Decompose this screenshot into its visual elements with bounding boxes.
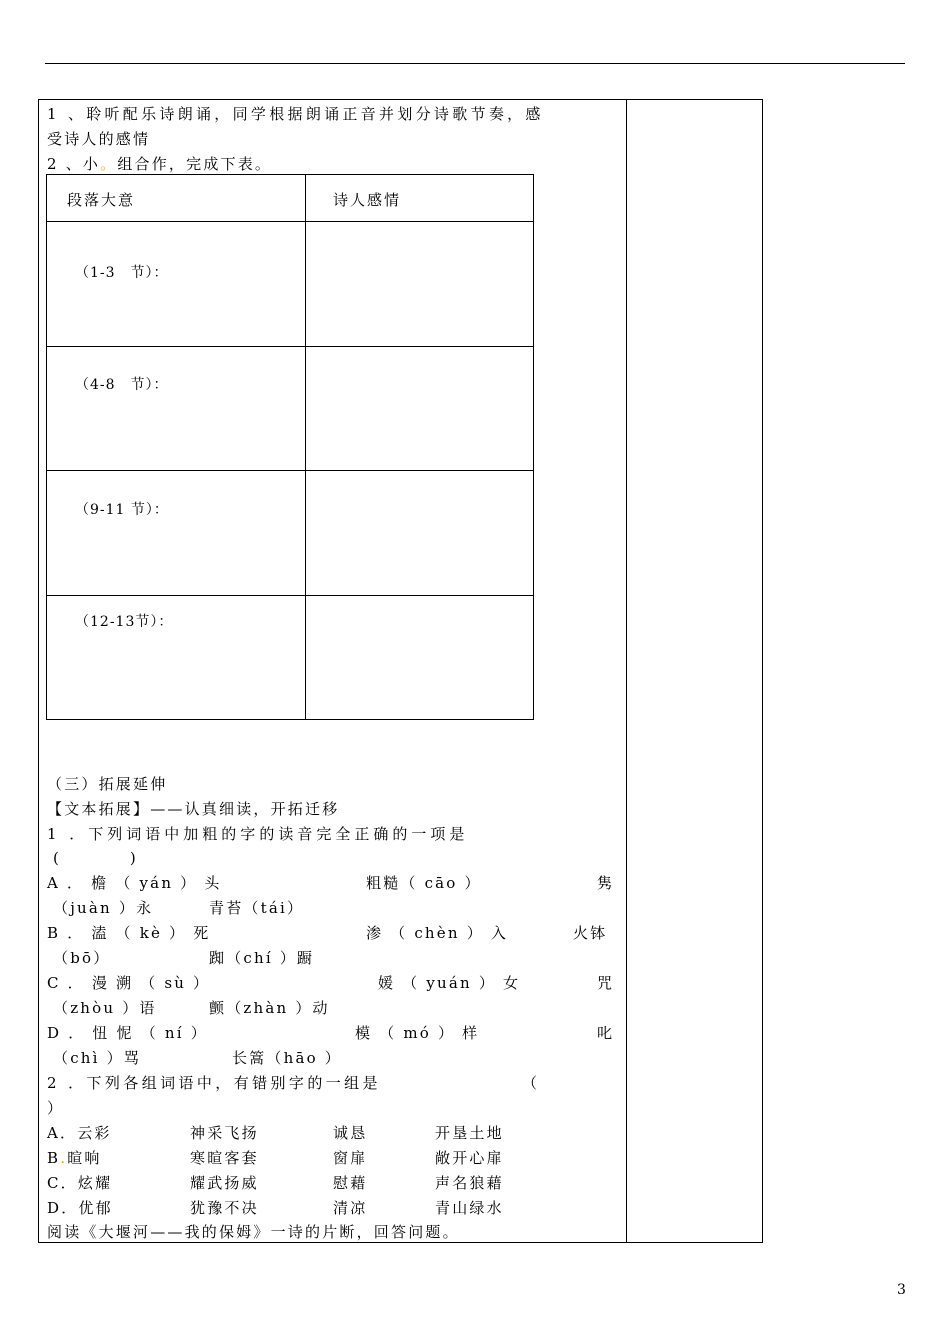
option-c-part-5: 颤（zhàn ）动 (209, 999, 330, 1017)
q2-option-c-2: 耀武扬威 (190, 1174, 259, 1192)
q2-option-c-4: 声名狼藉 (435, 1174, 504, 1192)
option-d-part-5: 长篙（hāo ） (232, 1049, 343, 1067)
table-header-summary: 段落大意 (67, 191, 136, 209)
q2-option-b-3: 窗扉 (333, 1149, 368, 1167)
header-rule (45, 63, 905, 64)
option-a-part-4: （juàn ）永 (53, 899, 154, 917)
instruction-line-1: 1 、聆听配乐诗朗诵，同学根据朗诵正音并划分诗歌节奏，感 (47, 105, 544, 123)
option-c-part-2: 媛 （ yuán ） 女 (378, 974, 521, 992)
table-row-label: （12-13节）： (75, 614, 174, 630)
frame-column-divider (626, 99, 627, 1243)
option-d-part-4: （chì ）骂 (53, 1049, 142, 1067)
reading-instruction: 阅读《大堰河——我的保姆》一诗的片断，回答问题。 (47, 1223, 460, 1241)
table-column-divider (305, 174, 306, 720)
page-number: 3 (897, 1282, 906, 1298)
q2-option-d-3: 清凉 (333, 1199, 368, 1217)
q2-option-a-1: A．云彩 (47, 1124, 112, 1142)
section-subheading: 【文本拓展】——认真细读，开拓迁移 (47, 800, 340, 818)
q2-option-b-2: 寒暄客套 (190, 1149, 259, 1167)
highlight-dot: 。 (100, 155, 118, 173)
table-row-label: （1-3 节）： (75, 265, 169, 281)
instruction-line-2: 受诗人的感情 (47, 130, 151, 148)
q2-option-c-1: C．炫耀 (47, 1174, 113, 1192)
table-header-emotion: 诗人感情 (333, 191, 402, 209)
summary-table (46, 174, 534, 720)
option-c-part-1: C ． 漫 溯 （ sù ） (47, 974, 211, 992)
q2-option-d-2: 犹豫不决 (190, 1199, 259, 1217)
q2-option-a-2: 神采飞扬 (190, 1124, 259, 1142)
q2-option-b-4: 敞开心扉 (435, 1149, 504, 1167)
option-b-part-2: 渗 （ chèn ） 入 (366, 924, 509, 942)
q2-option-b-1: B.暄响 (47, 1149, 102, 1167)
question-1-stem: 1 ．下列词语中加粗的字的读音完全正确的一项是 (47, 825, 469, 843)
option-a-part-2: 粗糙（ cāo ） (366, 874, 482, 892)
table-row-divider (46, 346, 534, 347)
q2-option-c-3: 慰藉 (333, 1174, 368, 1192)
option-b-part-4: （bō） (53, 949, 111, 967)
option-b-part-5: 踟（chí ）蹰 (209, 949, 315, 967)
table-row-divider (46, 595, 534, 596)
option-d-part-3: 叱 (597, 1024, 615, 1042)
option-b-part-3: 火钵 (573, 924, 608, 942)
question-2-stem: 2 ．下列各组词语中，有错别字的一组是 (47, 1074, 381, 1092)
option-a-part-3: 隽 (597, 874, 615, 892)
option-d-part-1: D ． 忸 怩 （ ní ） (47, 1024, 208, 1042)
instruction-line-3: 2 、小。组合作，完成下表。 (47, 155, 273, 173)
table-row-label: （4-8 节）： (75, 377, 169, 393)
q2-option-d-4: 青山绿水 (435, 1199, 504, 1217)
q2-option-a-3: 诚恳 (333, 1124, 368, 1142)
option-a-part-1: A ． 檐 （ yán ） 头 (47, 874, 222, 892)
option-b-part-1: B ． 溘 （ kè ） 死 (47, 924, 211, 942)
question-2-paren-close: ） (47, 1099, 65, 1117)
option-c-part-3: 咒 (597, 974, 615, 992)
option-d-part-2: 模 （ mó ） 样 (355, 1024, 480, 1042)
q2-option-a-4: 开垦土地 (435, 1124, 504, 1142)
question-2-paren-open: （ (522, 1074, 540, 1092)
table-row-label: （9-11 节）： (75, 502, 169, 518)
section-heading: （三）拓展延伸 (47, 775, 168, 793)
highlight-dot: . (60, 1149, 68, 1167)
option-a-part-5: 青苔（tái） (209, 899, 305, 917)
q2-option-d-1: D．优郁 (47, 1199, 113, 1217)
question-1-paren: ( ) (53, 849, 138, 867)
option-c-part-4: （zhòu ）语 (53, 999, 157, 1017)
table-row-divider (46, 470, 534, 471)
table-row-divider (46, 221, 534, 222)
